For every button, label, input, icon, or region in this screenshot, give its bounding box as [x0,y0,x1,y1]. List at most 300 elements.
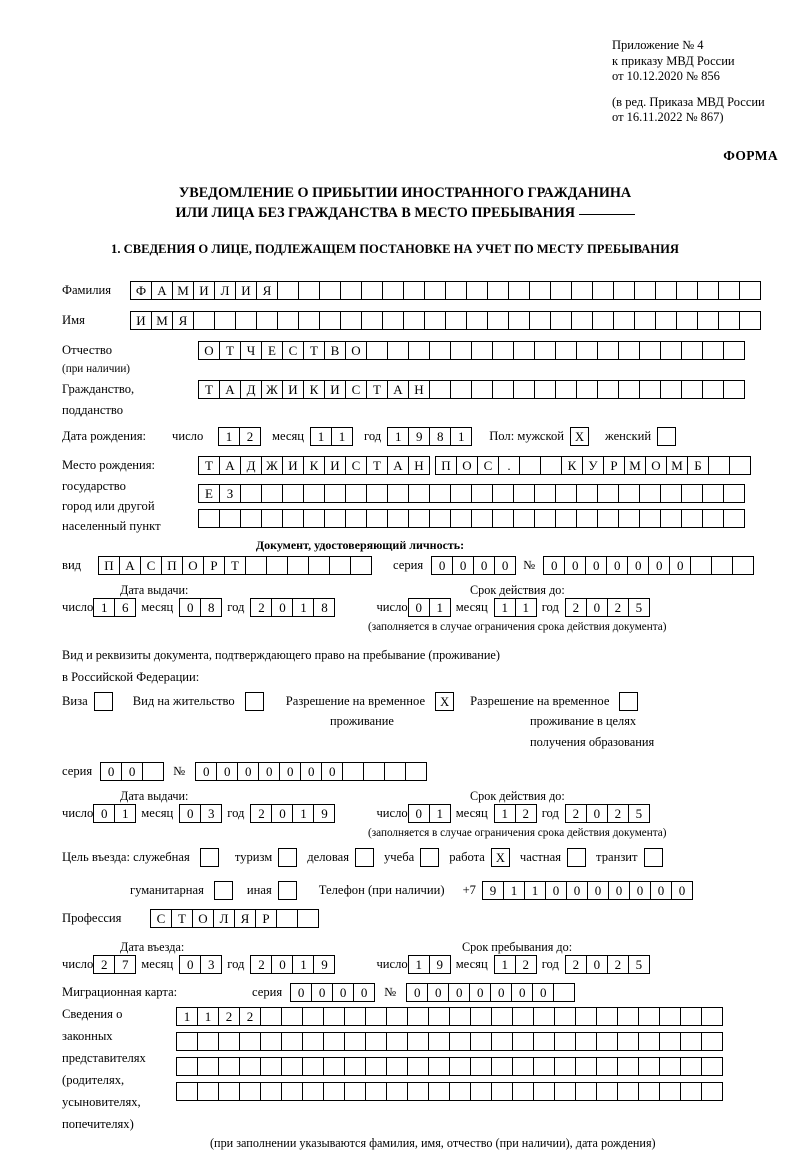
form-cell[interactable]: 0 [545,881,567,900]
form-cell[interactable]: Ф [130,281,152,300]
form-cell[interactable] [533,1082,555,1101]
form-cell[interactable] [487,281,509,300]
form-cell[interactable] [429,509,451,528]
form-cell[interactable] [701,1007,723,1026]
form-cell[interactable] [618,484,640,503]
form-cell[interactable] [245,556,267,575]
form-cell[interactable] [471,509,493,528]
form-cell[interactable]: 0 [353,983,375,1002]
form-cell[interactable]: С [345,380,367,399]
input-stay-month[interactable] [494,955,536,974]
form-cell[interactable]: Б [687,456,709,475]
form-cell[interactable] [512,1082,534,1101]
form-cell[interactable] [302,1007,324,1026]
form-cell[interactable] [550,311,572,330]
form-cell[interactable] [533,1007,555,1026]
form-cell[interactable] [718,281,740,300]
form-cell[interactable]: И [193,281,215,300]
form-cell[interactable]: Р [255,909,277,928]
form-cell[interactable]: 1 [429,804,451,823]
form-cell[interactable]: 0 [627,556,649,575]
form-cell[interactable] [613,281,635,300]
form-cell[interactable]: 0 [586,804,608,823]
form-cell[interactable] [298,281,320,300]
form-cell[interactable]: П [98,556,120,575]
form-cell[interactable] [555,380,577,399]
form-cell[interactable]: 2 [607,804,629,823]
form-cell[interactable] [281,1057,303,1076]
form-cell[interactable]: С [477,456,499,475]
form-cell[interactable]: 5 [628,598,650,617]
form-cell[interactable]: Н [408,380,430,399]
form-cell[interactable]: Т [171,909,193,928]
form-cell[interactable]: 0 [586,955,608,974]
checkbox-visa[interactable] [94,692,113,711]
form-cell[interactable] [711,556,733,575]
form-cell[interactable] [266,556,288,575]
form-cell[interactable] [597,380,619,399]
form-cell[interactable] [405,762,427,781]
form-cell[interactable] [324,509,346,528]
form-cell[interactable] [534,341,556,360]
form-cell[interactable] [363,762,385,781]
form-cell[interactable]: 0 [321,762,343,781]
form-cell[interactable]: 2 [250,804,272,823]
form-cell[interactable] [350,556,372,575]
form-cell[interactable] [554,1007,576,1026]
input-perm-issue-day[interactable] [93,804,135,823]
form-cell[interactable] [324,484,346,503]
form-cell[interactable]: 0 [511,983,533,1002]
form-cell[interactable] [323,1057,345,1076]
form-cell[interactable] [382,281,404,300]
form-cell[interactable] [529,281,551,300]
form-cell[interactable] [303,509,325,528]
form-cell[interactable]: 0 [408,598,430,617]
form-cell[interactable] [576,484,598,503]
form-cell[interactable]: Д [240,456,262,475]
form-cell[interactable] [282,484,304,503]
form-cell[interactable]: 0 [121,762,143,781]
form-cell[interactable] [239,1032,261,1051]
checkbox-purpose-tourism[interactable] [278,848,297,867]
input-doc-valid-year[interactable] [565,598,649,617]
form-cell[interactable] [617,1082,639,1101]
form-cell[interactable]: 5 [628,804,650,823]
form-cell[interactable] [386,1057,408,1076]
form-cell[interactable] [571,311,593,330]
form-cell[interactable] [344,1057,366,1076]
form-cell[interactable]: 2 [565,598,587,617]
form-cell[interactable] [428,1082,450,1101]
form-cell[interactable]: Е [198,484,220,503]
form-cell[interactable] [323,1032,345,1051]
form-cell[interactable] [424,311,446,330]
input-phone[interactable] [482,881,692,900]
form-cell[interactable]: И [282,380,304,399]
form-cell[interactable]: 8 [429,427,451,446]
form-cell[interactable] [739,311,761,330]
form-cell[interactable] [340,311,362,330]
input-entry-month[interactable] [179,955,221,974]
form-cell[interactable]: А [219,456,241,475]
form-cell[interactable] [302,1082,324,1101]
form-cell[interactable] [576,341,598,360]
form-cell[interactable]: 0 [585,556,607,575]
form-cell[interactable]: 0 [564,556,586,575]
form-cell[interactable] [261,484,283,503]
form-cell[interactable] [575,1032,597,1051]
form-cell[interactable] [239,1057,261,1076]
form-cell[interactable] [260,1082,282,1101]
form-cell[interactable]: И [324,380,346,399]
form-cell[interactable] [555,484,577,503]
form-cell[interactable] [366,484,388,503]
form-cell[interactable] [718,311,740,330]
form-cell[interactable] [386,1007,408,1026]
form-cell[interactable]: 2 [93,955,115,974]
form-cell[interactable] [429,380,451,399]
input-doc-series[interactable] [431,556,515,575]
form-cell[interactable]: А [119,556,141,575]
form-cell[interactable] [471,341,493,360]
form-cell[interactable] [680,1082,702,1101]
form-cell[interactable]: 2 [218,1007,240,1026]
form-cell[interactable] [235,311,257,330]
checkbox-residence[interactable] [245,692,264,711]
form-cell[interactable] [617,1057,639,1076]
form-cell[interactable]: 0 [650,881,672,900]
form-cell[interactable] [329,556,351,575]
form-cell[interactable]: 1 [114,804,136,823]
form-cell[interactable]: 0 [300,762,322,781]
form-cell[interactable]: Ч [240,341,262,360]
form-cell[interactable]: 0 [100,762,122,781]
form-cell[interactable]: А [387,380,409,399]
form-cell[interactable] [142,762,164,781]
form-cell[interactable] [466,281,488,300]
form-cell[interactable] [260,1032,282,1051]
form-cell[interactable] [303,484,325,503]
form-cell[interactable]: 0 [587,881,609,900]
form-cell[interactable] [407,1082,429,1101]
form-cell[interactable]: О [192,909,214,928]
checkbox-sex-male[interactable]: X [570,427,589,446]
form-cell[interactable] [555,509,577,528]
form-cell[interactable] [260,1057,282,1076]
form-cell[interactable] [240,484,262,503]
form-cell[interactable] [634,311,656,330]
form-cell[interactable] [702,341,724,360]
form-cell[interactable] [571,281,593,300]
form-cell[interactable]: 1 [176,1007,198,1026]
form-cell[interactable] [597,509,619,528]
form-cell[interactable]: Т [366,456,388,475]
form-cell[interactable] [659,1007,681,1026]
input-perm-series[interactable] [100,762,163,781]
input-doc-issue-month[interactable] [179,598,221,617]
input-legal-rep-line-4[interactable] [176,1082,722,1101]
form-cell[interactable]: Я [234,909,256,928]
form-cell[interactable] [470,1032,492,1051]
form-cell[interactable]: 1 [515,598,537,617]
form-cell[interactable] [680,1057,702,1076]
form-cell[interactable] [277,281,299,300]
checkbox-sex-female[interactable] [657,427,676,446]
form-cell[interactable]: 2 [607,598,629,617]
form-cell[interactable] [634,281,656,300]
form-cell[interactable]: 0 [473,556,495,575]
form-cell[interactable] [449,1007,471,1026]
form-cell[interactable] [513,509,535,528]
form-cell[interactable] [708,456,730,475]
form-cell[interactable] [659,1057,681,1076]
form-cell[interactable] [492,341,514,360]
form-cell[interactable] [638,1082,660,1101]
input-profession[interactable] [150,909,318,928]
input-citizenship[interactable] [198,380,744,399]
form-cell[interactable] [403,281,425,300]
form-cell[interactable]: 6 [114,598,136,617]
form-cell[interactable] [491,1032,513,1051]
form-cell[interactable]: П [435,456,457,475]
form-cell[interactable]: Р [603,456,625,475]
form-cell[interactable] [655,281,677,300]
form-cell[interactable] [407,1057,429,1076]
form-cell[interactable]: 0 [448,983,470,1002]
form-cell[interactable]: 9 [408,427,430,446]
form-cell[interactable]: Ж [261,380,283,399]
form-cell[interactable] [681,484,703,503]
form-cell[interactable] [550,281,572,300]
form-cell[interactable]: 0 [406,983,428,1002]
form-cell[interactable] [553,983,575,1002]
form-cell[interactable]: 1 [310,427,332,446]
form-cell[interactable] [450,484,472,503]
form-cell[interactable]: Я [172,311,194,330]
form-cell[interactable]: 1 [93,598,115,617]
form-cell[interactable] [534,380,556,399]
form-cell[interactable]: О [345,341,367,360]
form-cell[interactable] [281,1032,303,1051]
form-cell[interactable]: 0 [290,983,312,1002]
form-cell[interactable] [676,281,698,300]
form-cell[interactable] [449,1032,471,1051]
form-cell[interactable]: С [140,556,162,575]
form-cell[interactable] [361,311,383,330]
form-cell[interactable] [323,1082,345,1101]
form-cell[interactable]: 0 [608,881,630,900]
form-cell[interactable]: 5 [628,955,650,974]
form-cell[interactable]: Т [224,556,246,575]
form-cell[interactable] [429,484,451,503]
form-cell[interactable]: 0 [271,804,293,823]
form-cell[interactable]: 0 [494,556,516,575]
checkbox-purpose-humanitarian[interactable] [214,881,233,900]
input-surname[interactable] [130,281,760,300]
form-cell[interactable] [680,1007,702,1026]
form-cell[interactable] [660,380,682,399]
form-cell[interactable]: М [172,281,194,300]
form-cell[interactable] [197,1032,219,1051]
form-cell[interactable] [365,1032,387,1051]
form-cell[interactable]: А [219,380,241,399]
form-cell[interactable] [701,1032,723,1051]
form-cell[interactable] [218,1032,240,1051]
form-cell[interactable] [345,509,367,528]
form-cell[interactable] [387,341,409,360]
form-cell[interactable]: 1 [494,955,516,974]
form-cell[interactable] [617,1032,639,1051]
form-cell[interactable]: Т [198,456,220,475]
input-mig-series[interactable] [290,983,374,1002]
input-entry-day[interactable] [93,955,135,974]
form-cell[interactable] [302,1057,324,1076]
form-cell[interactable] [428,1007,450,1026]
input-doc-issue-year[interactable] [250,598,334,617]
form-cell[interactable] [534,509,556,528]
form-cell[interactable] [491,1057,513,1076]
form-cell[interactable] [508,281,530,300]
form-cell[interactable] [386,1032,408,1051]
form-cell[interactable] [723,341,745,360]
form-cell[interactable]: 7 [114,955,136,974]
input-birth-city-line-1[interactable] [435,456,750,475]
form-cell[interactable]: 0 [671,881,693,900]
form-cell[interactable]: С [345,456,367,475]
form-cell[interactable] [470,1007,492,1026]
form-cell[interactable] [308,556,330,575]
input-doc-issue-day[interactable] [93,598,135,617]
form-cell[interactable] [575,1057,597,1076]
input-perm-valid-year[interactable] [565,804,649,823]
form-cell[interactable]: 2 [515,804,537,823]
form-cell[interactable] [639,341,661,360]
form-cell[interactable]: И [282,456,304,475]
form-cell[interactable] [576,509,598,528]
form-cell[interactable]: Т [303,341,325,360]
form-cell[interactable] [366,341,388,360]
form-cell[interactable]: И [130,311,152,330]
form-cell[interactable] [408,509,430,528]
form-cell[interactable] [491,1007,513,1026]
form-cell[interactable]: 0 [606,556,628,575]
form-cell[interactable] [492,484,514,503]
form-cell[interactable] [281,1082,303,1101]
form-cell[interactable]: 0 [179,598,201,617]
form-cell[interactable] [723,380,745,399]
form-cell[interactable] [660,509,682,528]
form-cell[interactable] [596,1007,618,1026]
form-cell[interactable] [449,1082,471,1101]
form-cell[interactable]: 1 [494,804,516,823]
form-cell[interactable] [639,509,661,528]
input-perm-valid-day[interactable] [408,804,450,823]
form-cell[interactable]: 0 [431,556,453,575]
form-cell[interactable] [424,281,446,300]
form-cell[interactable] [613,311,635,330]
form-cell[interactable]: О [198,341,220,360]
form-cell[interactable] [344,1007,366,1026]
form-cell[interactable] [723,484,745,503]
form-cell[interactable]: 1 [429,598,451,617]
form-cell[interactable]: Л [213,909,235,928]
input-patronymic[interactable] [198,341,744,360]
form-cell[interactable] [512,1032,534,1051]
form-cell[interactable]: 0 [179,804,201,823]
input-birth-city-line-2[interactable] [198,484,744,503]
form-cell[interactable] [680,1032,702,1051]
form-cell[interactable]: 2 [607,955,629,974]
form-cell[interactable]: 1 [387,427,409,446]
form-cell[interactable] [361,281,383,300]
form-cell[interactable] [592,281,614,300]
form-cell[interactable] [701,1082,723,1101]
form-cell[interactable]: Л [214,281,236,300]
form-cell[interactable] [319,311,341,330]
form-cell[interactable] [575,1082,597,1101]
form-cell[interactable] [660,341,682,360]
form-cell[interactable]: 2 [515,955,537,974]
form-cell[interactable] [617,1007,639,1026]
form-cell[interactable]: 1 [197,1007,219,1026]
form-cell[interactable] [702,380,724,399]
input-doc-valid-day[interactable] [408,598,450,617]
form-cell[interactable]: 2 [565,955,587,974]
form-cell[interactable]: 2 [250,955,272,974]
input-entry-year[interactable] [250,955,334,974]
form-cell[interactable] [638,1032,660,1051]
form-cell[interactable] [256,311,278,330]
form-cell[interactable] [471,484,493,503]
form-cell[interactable] [529,311,551,330]
form-cell[interactable]: Д [240,380,262,399]
form-cell[interactable]: 0 [279,762,301,781]
form-cell[interactable] [176,1082,198,1101]
checkbox-edu-permission[interactable] [619,692,638,711]
form-cell[interactable] [342,762,364,781]
form-cell[interactable] [596,1057,618,1076]
checkbox-purpose-study[interactable] [420,848,439,867]
form-cell[interactable] [639,484,661,503]
form-cell[interactable] [533,1032,555,1051]
form-cell[interactable]: В [324,341,346,360]
form-cell[interactable] [508,311,530,330]
form-cell[interactable] [512,1057,534,1076]
form-cell[interactable] [638,1007,660,1026]
form-cell[interactable] [676,311,698,330]
form-cell[interactable] [554,1057,576,1076]
form-cell[interactable] [596,1082,618,1101]
form-cell[interactable] [466,311,488,330]
form-cell[interactable]: 0 [237,762,259,781]
form-cell[interactable] [287,556,309,575]
form-cell[interactable]: 9 [313,804,335,823]
input-birth-state[interactable] [198,456,429,475]
form-cell[interactable]: 0 [332,983,354,1002]
input-stay-year[interactable] [565,955,649,974]
form-cell[interactable] [470,1082,492,1101]
form-cell[interactable]: О [456,456,478,475]
form-cell[interactable]: . [498,456,520,475]
form-cell[interactable] [240,509,262,528]
checkbox-purpose-official[interactable] [200,848,219,867]
form-cell[interactable]: Т [366,380,388,399]
form-cell[interactable]: 1 [524,881,546,900]
form-cell[interactable] [554,1082,576,1101]
form-cell[interactable]: 1 [408,955,430,974]
form-cell[interactable] [382,311,404,330]
